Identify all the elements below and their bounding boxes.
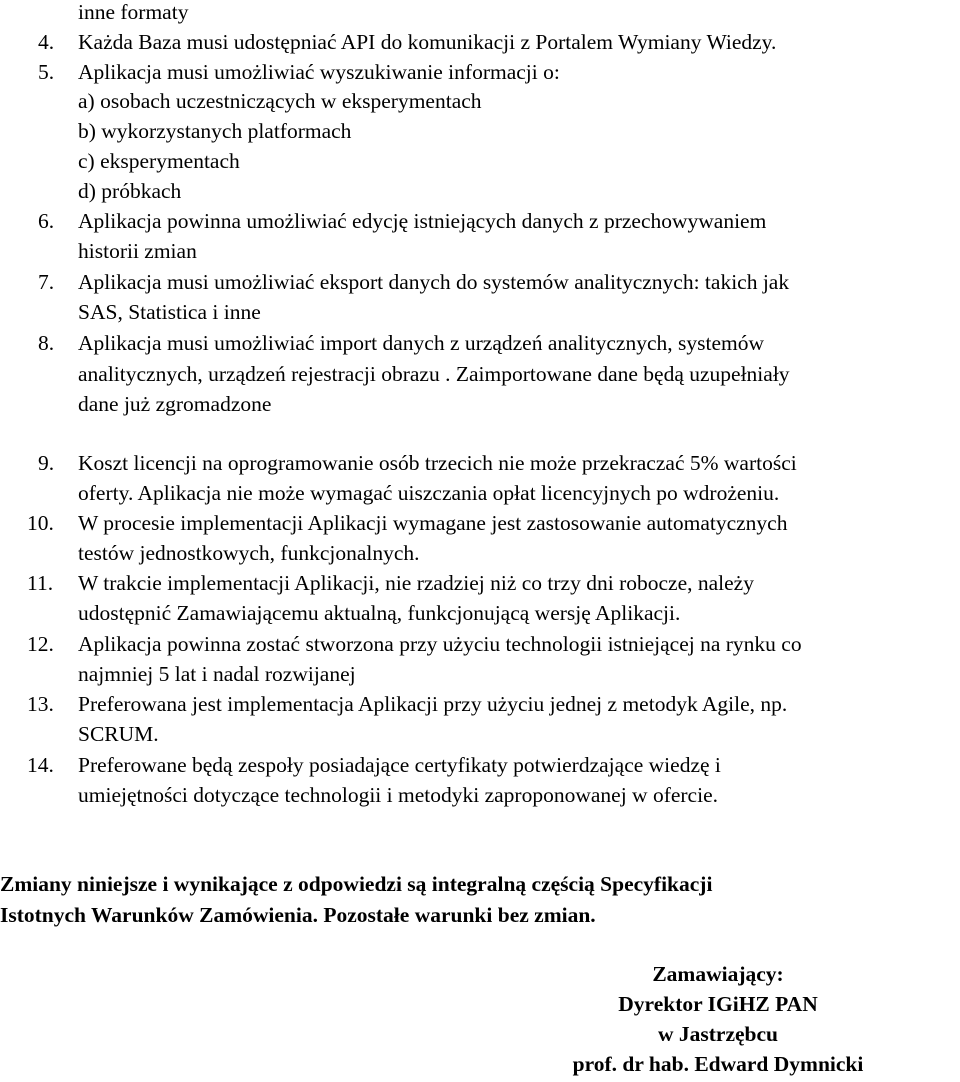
sub-item: a) osobach uczestniczących w eksperymentach — [78, 89, 482, 113]
item-text: W procesie implementacji Aplikacji wymagane jest zastosowanie automatycznych — [78, 511, 788, 535]
signature-position: Dyrektor IGiHZ PAN — [618, 992, 818, 1016]
statement-line: Istotnych Warunków Zamówienia. Pozostałe warunki bez zmian. — [0, 903, 596, 927]
sub-item: b) wykorzystanych platformach — [78, 119, 352, 143]
item-text: Aplikacja musi umożliwiać eksport danych do systemów analitycznych: takich jak — [78, 270, 790, 294]
item-text: oferty. Aplikacja nie może wymagać uiszczania opłat licencyjnych po wdrożeniu. — [78, 481, 780, 505]
item-text: W trakcie implementacji Aplikacji, nie rzadziej niż co trzy dni robocze, należy — [78, 571, 754, 595]
item-text: SAS, Statistica i inne — [78, 300, 261, 324]
sub-item: d) próbkach — [78, 179, 182, 203]
item-text: analitycznych, urządzeń rejestracji obrazu . Zaimportowane dane będą uzupełniały — [78, 362, 790, 386]
item-number: 13. — [27, 692, 54, 716]
item-text: Preferowane będą zespoły posiadające certyfikaty potwierdzające wiedzę i — [78, 753, 721, 777]
item-number: 6. — [38, 209, 55, 233]
item-number: 11. — [27, 571, 54, 595]
item-text: umiejętności dotyczące technologii i metodyki zaproponowanej w ofercie. — [78, 783, 718, 807]
item-number: 12. — [27, 632, 54, 656]
item-text: Aplikacja musi umożliwiać wyszukiwanie informacji o: — [78, 60, 560, 84]
item-text: testów jednostkowych, funkcjonalnych. — [78, 541, 420, 565]
item-number: 7. — [38, 270, 55, 294]
continuation-line: inne formaty — [78, 0, 189, 24]
item-text: Koszt licencji na oprogramowanie osób trzecich nie może przekraczać 5% wartości — [78, 451, 797, 475]
item-text: SCRUM. — [78, 722, 159, 746]
item-number: 9. — [38, 451, 55, 475]
signature-location: w Jastrzębcu — [657, 1022, 778, 1046]
signature-title: Zamawiający: — [652, 962, 784, 986]
sub-item: c) eksperymentach — [78, 149, 240, 173]
item-number: 8. — [38, 331, 55, 355]
item-text: Aplikacja powinna zostać stworzona przy użyciu technologii istniejącej na rynku co — [78, 632, 802, 656]
item-number: 4. — [38, 30, 55, 54]
item-text: Aplikacja musi umożliwiać import danych z urządzeń analitycznych, systemów — [78, 331, 764, 355]
item-text: historii zmian — [78, 239, 197, 263]
item-text: udostępnić Zamawiającemu aktualną, funkcjonującą wersję Aplikacji. — [78, 601, 681, 625]
item-number: 14. — [27, 753, 54, 777]
item-text: Każda Baza musi udostępniać API do komunikacji z Portalem Wymiany Wiedzy. — [78, 30, 777, 54]
signature-name: prof. dr hab. Edward Dymnicki — [572, 1052, 864, 1076]
statement-line: Zmiany niniejsze i wynikające z odpowiedzi są integralną częścią Specyfikacji — [0, 872, 713, 896]
item-text: najmniej 5 lat i nadal rozwijanej — [78, 662, 356, 686]
item-text: Preferowana jest implementacja Aplikacji przy użyciu jednej z metodyk Agile, np. — [78, 692, 788, 716]
item-text: Aplikacja powinna umożliwiać edycję istniejących danych z przechowywaniem — [78, 209, 767, 233]
item-number: 5. — [38, 60, 55, 84]
item-number: 10. — [27, 511, 54, 535]
item-text: dane już zgromadzone — [78, 392, 272, 416]
